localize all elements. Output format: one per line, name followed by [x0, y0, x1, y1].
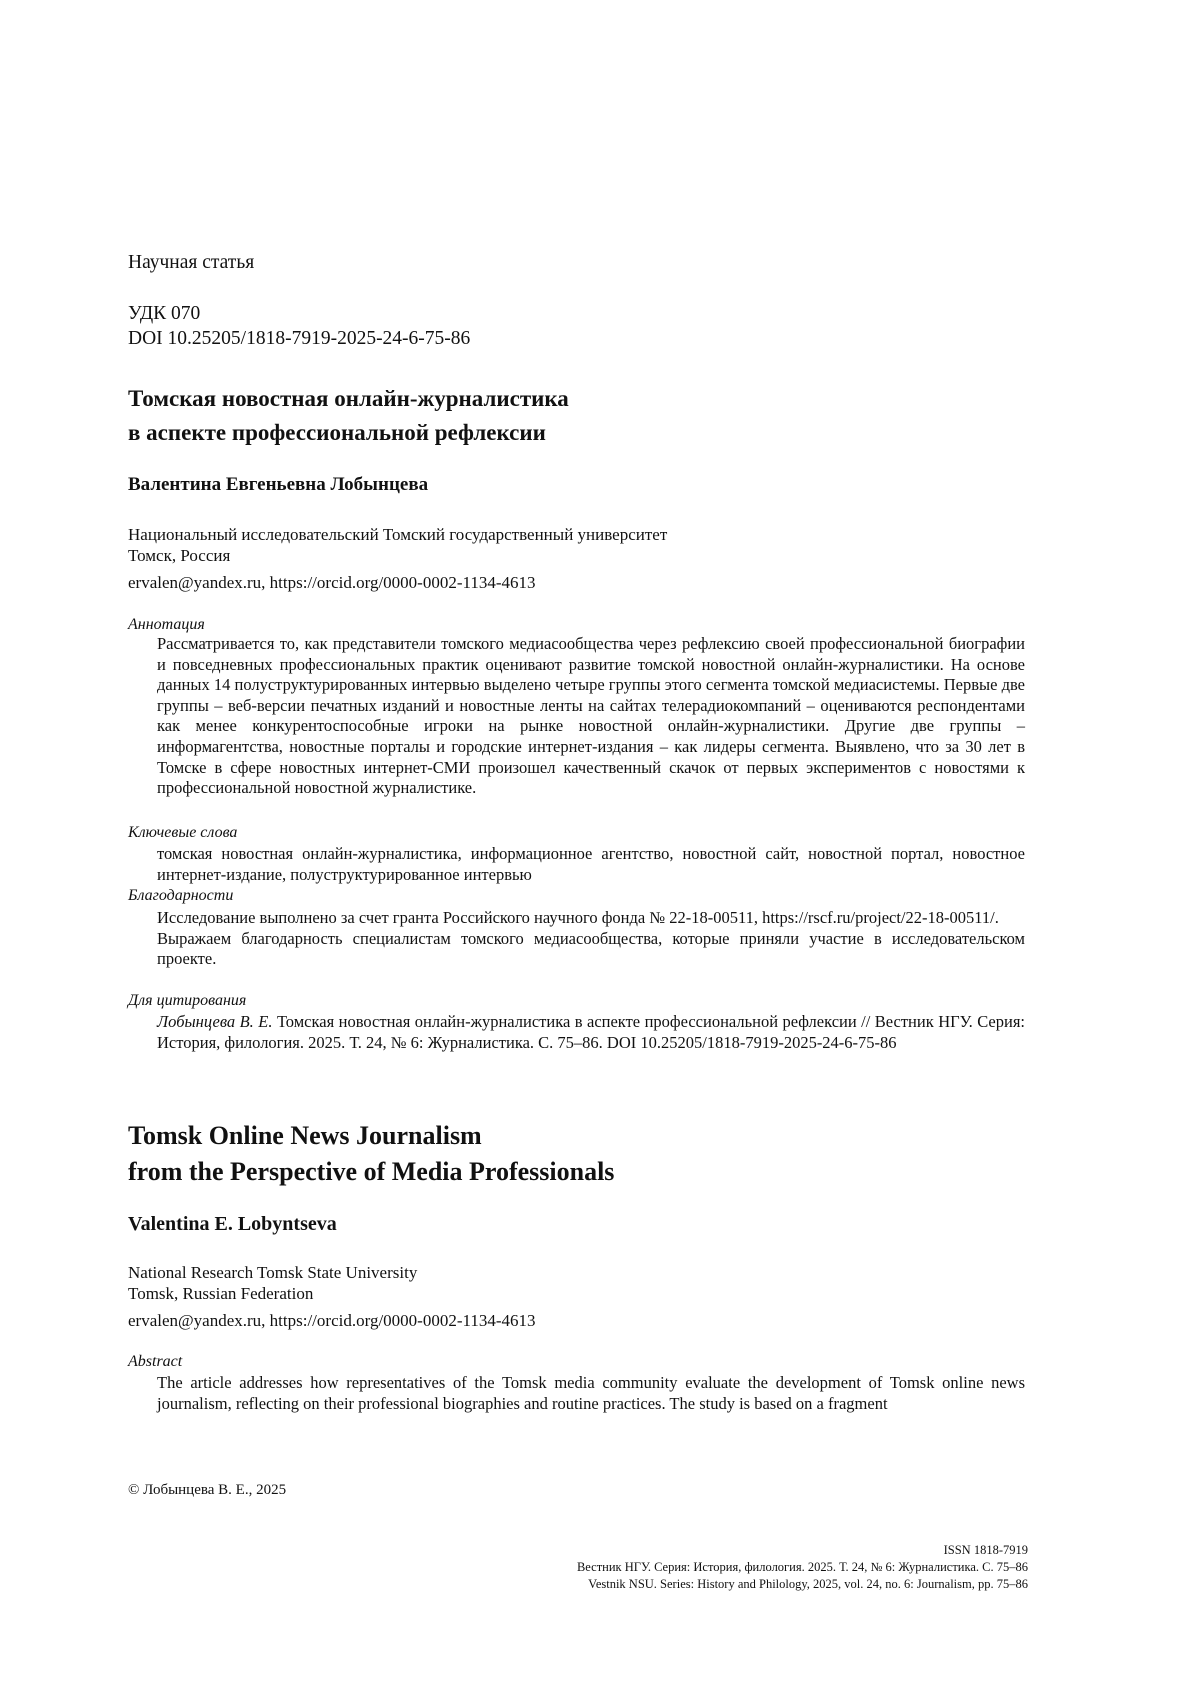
citation-author: Лобынцева В. Е.: [157, 1012, 273, 1031]
ru-location: Томск, Россия: [128, 546, 231, 565]
footer-issn: ISSN 1818-7919: [943, 1543, 1028, 1557]
keywords-label: Ключевые слова: [128, 824, 238, 841]
journal-footer: [577, 1542, 1028, 1593]
article-type: Научная статья: [128, 252, 255, 273]
ru-author: Валентина Евгеньевна Лобынцева: [128, 474, 429, 495]
ru-title-line-2: в аспекте профессиональной рефлексии: [128, 420, 546, 445]
en-affiliation: National Research Tomsk State University: [128, 1263, 418, 1282]
copyright: © Лобынцева В. Е., 2025: [128, 1482, 287, 1498]
en-affiliation-block: [128, 1262, 536, 1331]
acknowledgements-label: Благодарности: [128, 887, 234, 904]
acknowledgements: [157, 908, 1025, 970]
citation-text: Томская новостная онлайн-журналистика в аспекте профессиональной рефлексии // Вестник НГУ. Серия: История, филология. 2025. Т. 24, № 6: Журналистика. С. 75–86. DOI 10.25205/1818-7919-2025-24-6-75-86: [157, 1012, 1026, 1052]
acknowledgements-thanks: Выражаем благодарность специалистам томского медиасообщества, которые приняли участие в исследовательском проекте.: [157, 928, 1025, 969]
en-title-line-2: from the Perspective of Media Professionals: [128, 1157, 615, 1186]
abstract-text: The article addresses how representatives of the Tomsk media community evaluate the development of Tomsk online news journalism, reflecting on their professional biographies and routine practices. The study is based on a fragment: [157, 1373, 1025, 1413]
en-title: [128, 1118, 614, 1190]
footer-journal-ru: Вестник НГУ. Серия: История, филология. 2025. Т. 24, № 6: Журналистика. С. 75–86: [576, 1560, 1028, 1574]
footer-journal-en: Vestnik NSU. Series: History and Philology, 2025, vol. 24, no. 6: Journalism, pp. 75–86: [588, 1577, 1028, 1591]
annotation-label: Аннотация: [128, 616, 205, 633]
annotation-text: Рассматривается то, как представители томского медиасообщества через рефлексию своей профессиональной биографии и повседневных профессиональных практик оценивают развитие томской новостной онлайн-журналистики. На основе данных 14 полуструктурированных интервью выделено четыре группы этого сегмента томской медиасистемы. Первые две группы – веб-версии печатных изданий и новостные ленты на сайтах телерадиокомпаний – оцениваются респондентами как менее конкурентоспособные игроки на рынке новостной онлайн-журналистики. Другие две группы – информагентства, новостные порталы и городские интернет-издания – как лидеры сегмента. Выявлено, что за 30 лет в Томске в сфере новостных интернет-СМИ произошел качественный скачок от первых экспериментов с новостями к профессиональной новостной журналистике.: [157, 634, 1025, 798]
acknowledgements-grant: Исследование выполнено за счет гранта Российского научного фонда № 22-18-00511, https://rscf.ru/project/22-18-00511/.: [157, 908, 999, 927]
doi[interactable]: DOI 10.25205/1818-7919-2025-24-6-75-86: [128, 328, 471, 349]
citation-label: Для цитирования: [128, 992, 247, 1009]
en-contact[interactable]: ervalen@yandex.ru, https://orcid.org/0000-0002-1134-4613: [128, 1311, 536, 1330]
ru-affiliation: Национальный исследовательский Томский государственный университет: [128, 525, 668, 544]
udc-code: УДК 070: [128, 303, 201, 324]
citation: [157, 1012, 1025, 1053]
ru-title: [128, 382, 569, 450]
keywords-text: томская новостная онлайн-журналистика, информационное агентство, новостной сайт, новостной портал, новостное интернет-издание, полуструктурированное интервью: [157, 844, 1025, 884]
ru-contact[interactable]: ervalen@yandex.ru, https://orcid.org/0000-0002-1134-4613: [128, 573, 536, 592]
en-location: Tomsk, Russian Federation: [128, 1284, 314, 1303]
en-author: Valentina E. Lobyntseva: [128, 1213, 337, 1235]
en-title-line-1: Tomsk Online News Journalism: [128, 1121, 482, 1150]
ru-affiliation-block: [128, 524, 667, 593]
ru-title-line-1: Томская новостная онлайн-журналистика: [128, 386, 569, 411]
abstract-label: Abstract: [128, 1353, 183, 1370]
